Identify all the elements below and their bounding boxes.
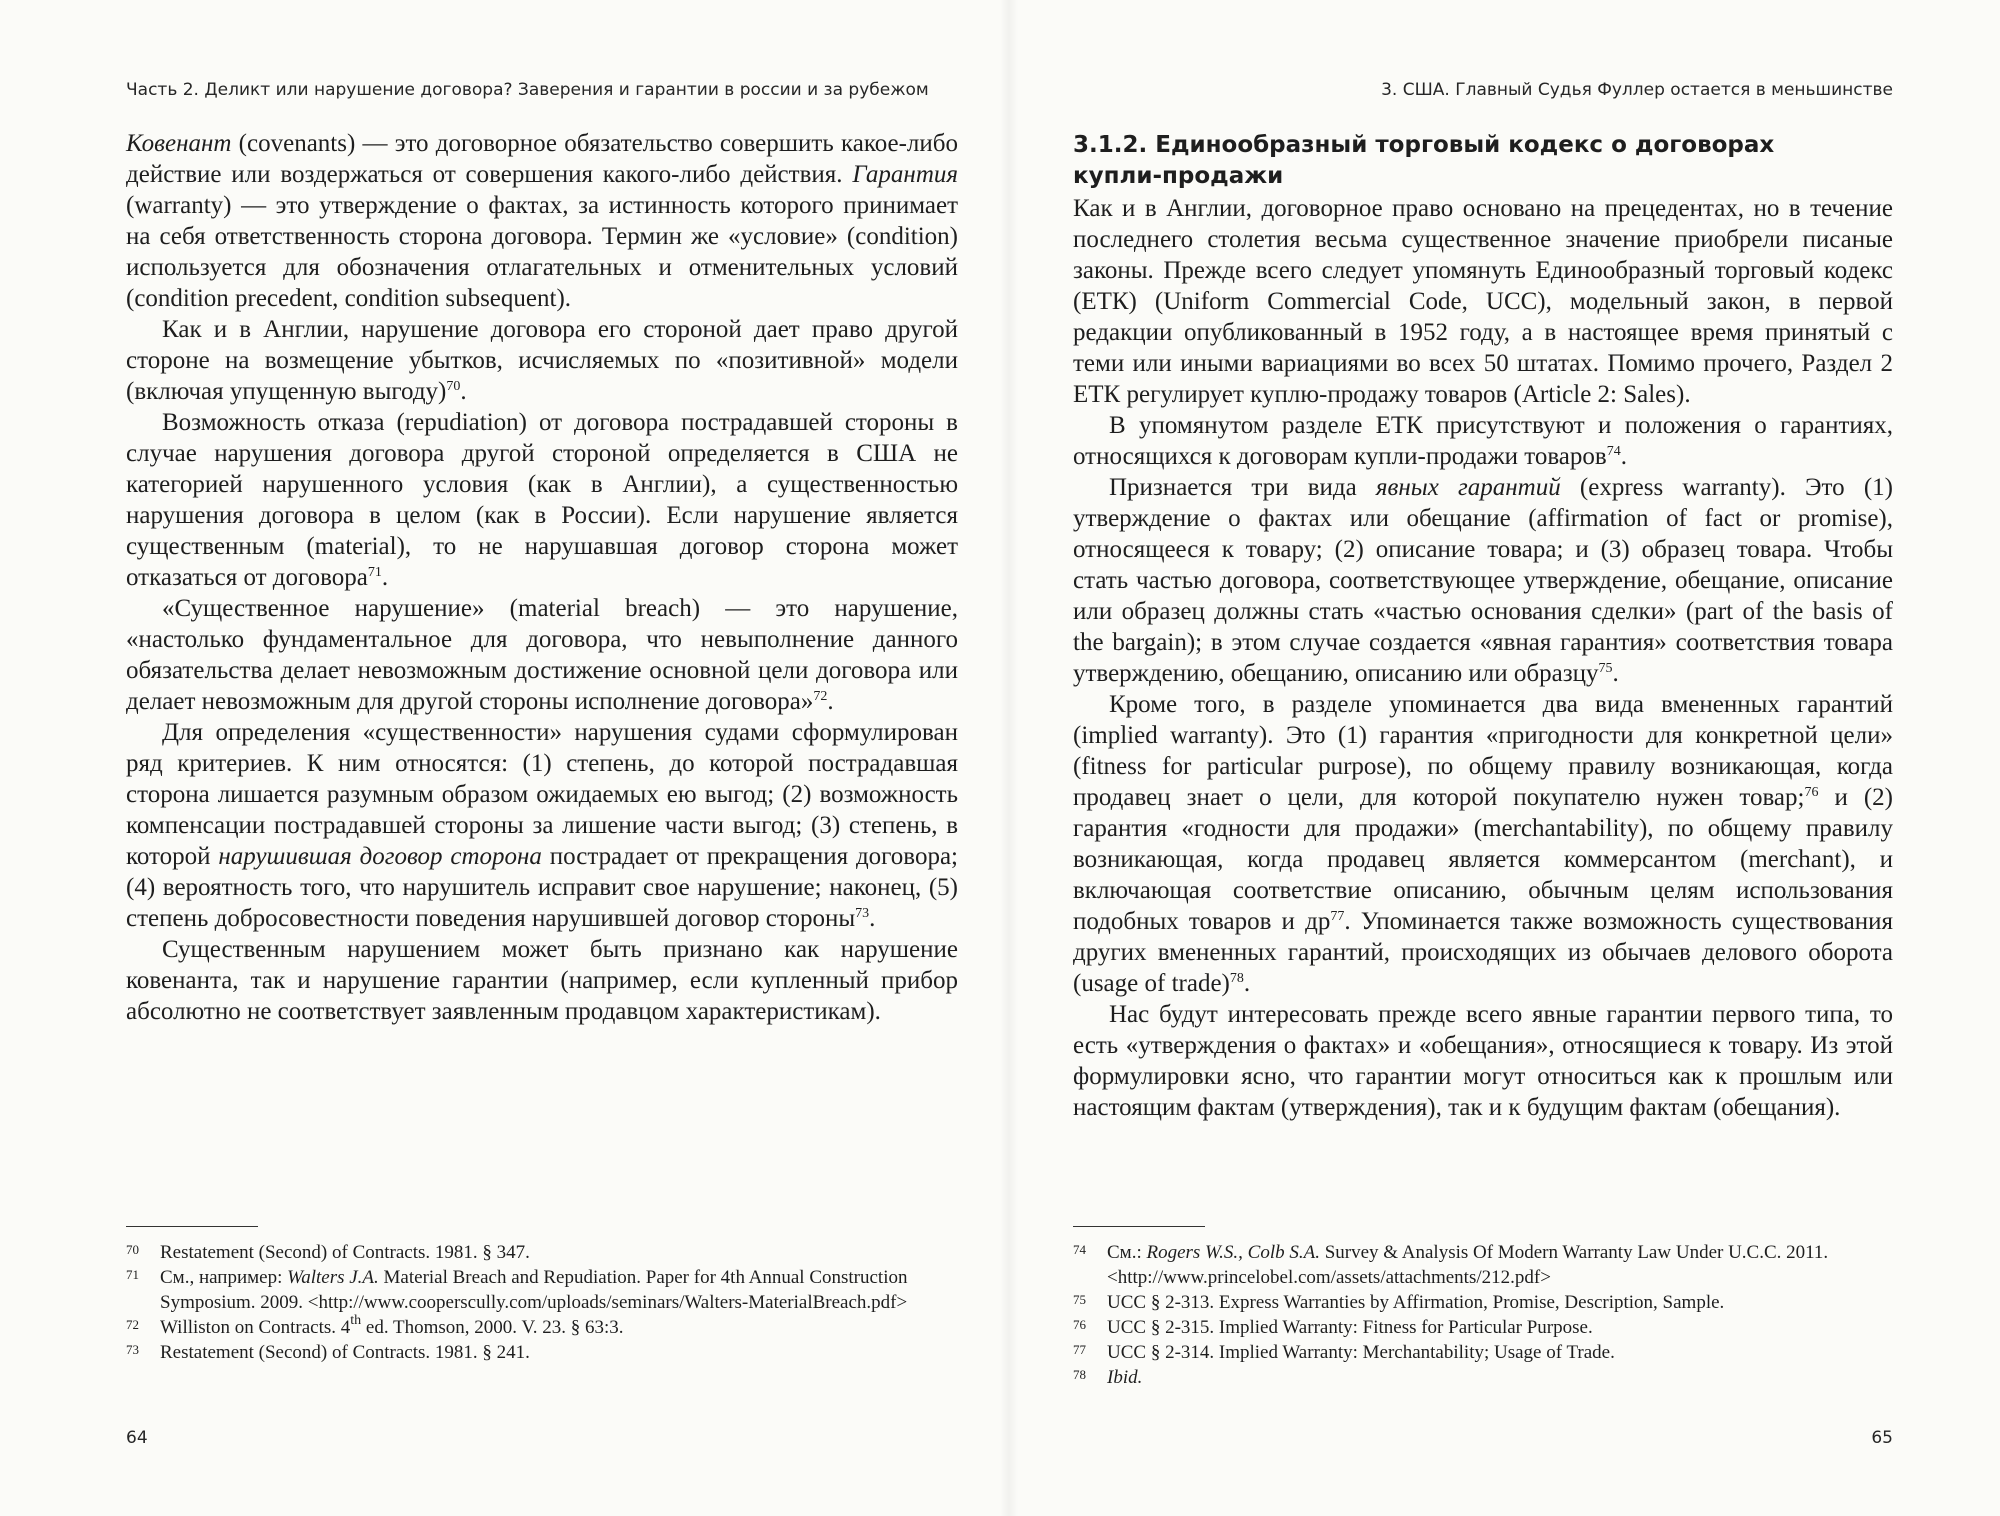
footnote-74-post: Survey & Analysis Of Modern Warranty Law Under U.C.C. 2011. <http://www.princelobel.com/assets/attachments/212.pdf>: [1107, 1242, 1829, 1288]
footnote-77-text: UCC § 2-314. Implied Warranty: Merchantability; Usage of Trade.: [1107, 1342, 1615, 1363]
footnote-74: [1073, 1240, 1893, 1290]
footnote-76: [1073, 1315, 1893, 1340]
footnote-72-superscript: th: [350, 1313, 362, 1328]
right-p3-text-a: Признается три вида: [1109, 474, 1376, 501]
right-p2-text: В упомянутом разделе ЕТК присутствуют и положения о гарантиях, относящихся к договорам купли-продажи товаров: [1073, 412, 1893, 470]
book-gutter: [1000, 0, 1018, 1516]
footnote-71-pre: См., например:: [160, 1267, 288, 1288]
left-p6-text: Существенным нарушением может быть признано как нарушение ковенанта, так и нарушение гарантии (например, если купленный прибор абсолютно не соответствует заявленным продавцом характеристикам).: [126, 936, 958, 1025]
left-paragraph-3: [126, 407, 958, 593]
left-p4-end: .: [827, 688, 834, 715]
left-p3-end: .: [381, 564, 389, 591]
footnote-73: [126, 1340, 958, 1365]
left-p1-text-b: (warranty) — это утверждение о фактах, за истинность которого принимает на себя ответственность сторона договора. Термин же «условие» (condition) используется для обозначения отлагательных и отменительных условий (condition precedent, condition subsequent).: [126, 192, 958, 312]
right-p1-text: Как и в Англии, договорное право основано на прецедентах, но в течение последнего столетия весьма существенное значение приобрели писаные законы. Прежде всего следует упомянуть Единообразный торговый кодекс (ЕТК) (Uniform Commercial Code, UCC), модельный закон, в первой редакции опубликованный в 1952 году, а в настоящее время принятый с теми или иными вариациями во всех 50 штатах. Помимо прочего, Раздел 2 ЕТК регулирует куплю-продажу товаров (Article 2: Sales).: [1073, 195, 1893, 408]
left-paragraph-4: [126, 593, 958, 717]
footnote-72-post: ed. Thomson, 2000. V. 23. § 63:3.: [361, 1317, 624, 1338]
left-paragraph-2: [126, 314, 958, 407]
right-p4-text-b: и (2) гарантия «годности для продажи» (merchantability), по общему правилу возникающая, когда продавец является коммерсантом (merchant), и включающая соответствие описанию, обычным целям использования подобных товаров и др: [1073, 784, 1894, 935]
footnote-74-author: Rogers W.S., Colb S.A.: [1146, 1242, 1320, 1263]
footnote-74-number: 74: [1073, 1242, 1086, 1257]
footnote-72-text: [160, 1315, 958, 1340]
left-page-number: 64: [126, 1428, 148, 1448]
left-paragraph-6: [126, 934, 958, 1027]
right-page: [1073, 0, 1893, 1516]
footnote-ref-73[interactable]: 73: [855, 906, 870, 921]
left-page: [126, 0, 958, 1516]
footnote-72: [126, 1315, 958, 1340]
footnote-71: [126, 1265, 958, 1315]
section-heading-line-2: купли-продажи: [1073, 163, 1284, 189]
right-body-text: [1073, 128, 1893, 1123]
right-paragraph-3: [1073, 472, 1893, 689]
footnote-70: [126, 1240, 958, 1265]
left-p5-text-a: Для определения «существенности» нарушения судами сформулирован ряд критериев. К ним относятся: (1) степень, до которой пострадавшая сторона лишается разумным образом ожидаемых ею выгод; (2) возможность компенсации пострадавшей стороны за лишение части выгод; (3) степень, в которой: [126, 719, 958, 870]
right-p2-end: .: [1620, 443, 1627, 470]
footnote-78-number: 78: [1073, 1367, 1086, 1382]
footnote-74-text: [1107, 1240, 1893, 1290]
right-p4-text-c: . Упоминается также возможность существования других вмененных гарантий, происходящих из обычаев делового оборота (usage of trade): [1073, 908, 1893, 997]
right-page-number: 65: [1871, 1428, 1893, 1448]
footnote-71-number: 71: [126, 1267, 139, 1282]
left-running-head: Часть 2. Деликт или нарушение договора? Заверения и гарантии в россии и за рубежом: [126, 80, 929, 100]
term-warranty: Гарантия: [852, 161, 958, 188]
footnote-ref-75[interactable]: 75: [1598, 661, 1613, 676]
right-p3-text-b: (express warranty). Это (1) утверждение о фактах или обещание (affirmation of fact or promise), относящееся к товару; (2) описание товара; и (3) образец товара. Чтобы стать частью договора, соответствующее утверждение, обещание, описание или образец должны стать «частью основания сделки» (part of the basis of the bargain); в этом случае создается «явная гарантия» соответствия товара утверждению, обещанию, описанию или образцу: [1073, 474, 1893, 687]
right-p3-end: .: [1612, 660, 1619, 687]
right-paragraph-2: [1073, 410, 1893, 472]
right-p4-text-a: Кроме того, в разделе упоминается два вида вмененных гарантий (implied warranty). Это (1) гарантия «пригодности для конкретной цели» (fitness for particular purpose), по общему правилу возникающая, когда продавец знает о цели, для которой покупателю нужен товар;: [1073, 691, 1893, 811]
left-body-text: [126, 128, 958, 1027]
footnote-ref-70[interactable]: 70: [446, 379, 461, 394]
left-p5-text-b: пострадает от прекращения договора; (4) вероятность того, что нарушитель исправит свое нарушение; наконец, (5) степень добросовестности поведения нарушившей договор стороны: [126, 843, 958, 932]
footnote-72-pre: Williston on Contracts. 4: [160, 1317, 351, 1338]
footnote-73-number: 73: [126, 1342, 139, 1357]
term-covenant: Ковенант: [126, 130, 232, 157]
left-footnote-rule: [126, 1226, 258, 1227]
footnote-70-text: Restatement (Second) of Contracts. 1981. § 347.: [160, 1242, 530, 1263]
right-p4-end: .: [1243, 970, 1251, 997]
footnote-75: [1073, 1290, 1893, 1315]
section-heading: [1073, 130, 1893, 192]
footnote-75-number: 75: [1073, 1292, 1086, 1307]
left-p4-text: «Существенное нарушение» (material breach) — это нарушение, «настолько фундаментальное для договора, что невыполнение данного обязательства делает невозможным достижение основной цели договора или делает невозможным для другой стороны исполнение договора»: [126, 595, 958, 715]
right-footnotes: [1073, 1240, 1893, 1390]
footnote-75-text: UCC § 2-313. Express Warranties by Affirmation, Promise, Description, Sample.: [1107, 1292, 1725, 1313]
footnote-ref-78[interactable]: 78: [1229, 971, 1244, 986]
left-paragraph-5: [126, 717, 958, 934]
left-footnotes: [126, 1240, 958, 1365]
footnote-ref-71[interactable]: 71: [367, 565, 382, 580]
left-p1-text-a: (covenants) — это договорное обязательство совершить какое-либо действие или воздержаться от совершения какого-либо действия.: [126, 130, 958, 188]
left-p5-end: .: [869, 905, 876, 932]
footnote-74-pre: См.:: [1107, 1242, 1147, 1263]
footnote-77-number: 77: [1073, 1342, 1086, 1357]
footnote-ref-74[interactable]: 74: [1606, 444, 1621, 459]
left-p5-emphasis: нарушившая договор сторона: [218, 843, 542, 870]
footnote-71-post: Material Breach and Repudiation. Paper for 4th Annual Construction Symposium. 2009. <http://www.cooperscully.com/uploads/seminars/Walters-MaterialBreach.pdf>: [160, 1267, 908, 1313]
left-p2-text: Как и в Англии, нарушение договора его стороной дает право другой стороне на возмещение убытков, исчисляемых по «позитивной» модели (включая упущенную выгоду): [126, 316, 958, 405]
footnote-78: [1073, 1365, 1893, 1390]
footnote-72-number: 72: [126, 1317, 139, 1332]
right-paragraph-1: [1073, 193, 1893, 410]
left-paragraph-1: [126, 128, 958, 314]
footnote-70-number: 70: [126, 1242, 139, 1257]
footnote-ref-77[interactable]: 77: [1330, 909, 1345, 924]
footnote-ref-76[interactable]: 76: [1804, 785, 1819, 800]
right-paragraph-4: [1073, 689, 1893, 999]
footnote-76-number: 76: [1073, 1317, 1086, 1332]
section-heading-line-1: 3.1.2. Единообразный торговый кодекс о договорах: [1073, 132, 1775, 158]
left-p2-end: .: [460, 378, 467, 405]
footnote-ref-72[interactable]: 72: [813, 689, 828, 704]
right-paragraph-5: [1073, 999, 1893, 1123]
footnote-76-text: UCC § 2-315. Implied Warranty: Fitness for Particular Purpose.: [1107, 1317, 1593, 1338]
right-footnote-rule: [1073, 1226, 1205, 1227]
footnote-71-author: Walters J.A.: [287, 1267, 379, 1288]
right-running-head: 3. США. Главный Судья Фуллер остается в меньшинстве: [1381, 80, 1893, 100]
footnote-71-text: [160, 1265, 958, 1315]
footnote-77: [1073, 1340, 1893, 1365]
footnote-73-text: Restatement (Second) of Contracts. 1981. § 241.: [160, 1342, 530, 1363]
footnote-78-text: Ibid.: [1107, 1367, 1143, 1388]
right-p3-emphasis: явных гарантий: [1375, 474, 1561, 501]
left-p3-text: Возможность отказа (repudiation) от договора пострадавшей стороны в случае нарушения договора другой стороной определяется в США не категорией нарушенного условия (как в Англии), а существенностью нарушения договора в целом (как в России). Если нарушение является существенным (material), то не нарушавшая договор сторона может отказаться от договора: [126, 409, 958, 591]
right-p5-text: Нас будут интересовать прежде всего явные гарантии первого типа, то есть «утверждения о фактах» и «обещания», относящиеся к товару. Из этой формулировки ясно, что гарантии могут относиться как к прошлым или настоящим фактам (утверждения), так и к будущим фактам (обещания).: [1073, 1001, 1893, 1121]
